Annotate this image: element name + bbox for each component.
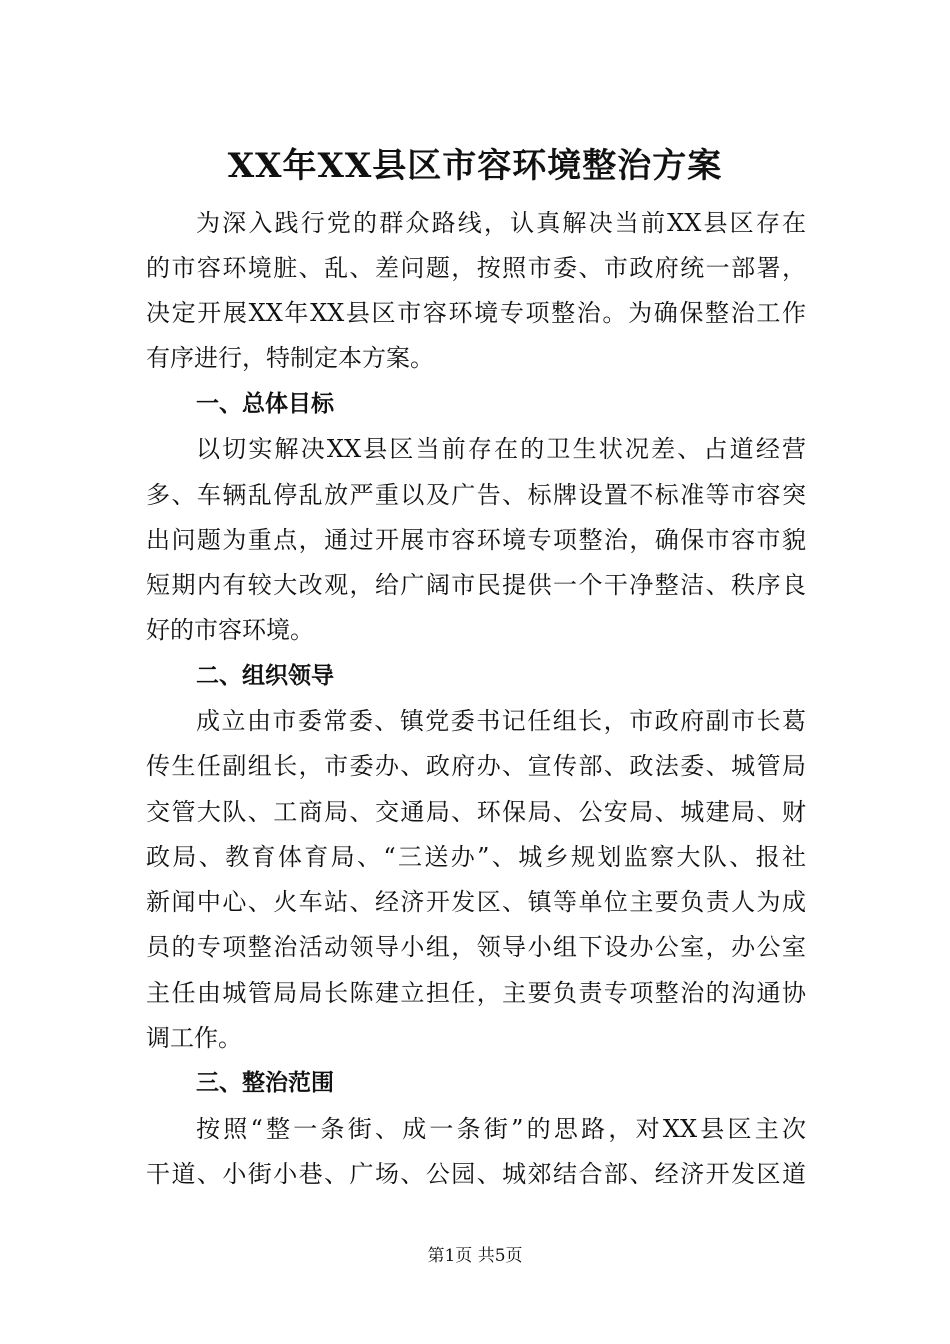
paragraph-line: 出问题为重点，通过开展市容环境专项整治，确保市容市貌	[146, 526, 806, 554]
section-heading-scope: 三、整治范围	[196, 1070, 334, 1096]
page-footer: 第1页 共5页	[427, 1246, 523, 1266]
paragraph-line: 短期内有较大改观，给广阔市民提供一个干净整洁、秩序良	[146, 571, 806, 599]
paragraph-line: 政局、教育体育局、“三送办”、城乡规划监察大队、报社	[146, 843, 806, 871]
intro-line: 为深入践行党的群众路线，认真解决当前XX县区存在	[196, 209, 806, 237]
paragraph-line: 成立由市委常委、镇党委书记任组长，市政府副市长葛	[196, 707, 806, 735]
paragraph-line: 按照“整一条街、成一条街”的思路，对XX县区主次	[196, 1115, 806, 1143]
paragraph-line: 新闻中心、火车站、经济开发区、镇等单位主要负责人为成	[146, 888, 806, 916]
document-title: XX年XX县区市容环境整治方案	[227, 146, 723, 186]
intro-line: 决定开展XX年XX县区市容环境专项整治。为确保整治工作	[146, 299, 806, 327]
intro-line: 有序进行，特制定本方案。	[146, 344, 434, 372]
section-heading-goals: 一、总体目标	[196, 391, 334, 417]
section-heading-leadership: 二、组织领导	[196, 663, 334, 689]
paragraph-line: 传生任副组长，市委办、政府办、宣传部、政法委、城管局	[146, 752, 806, 780]
paragraph-line: 主任由城管局局长陈建立担任，主要负责专项整治的沟通协	[146, 979, 806, 1007]
paragraph-line: 调工作。	[146, 1024, 242, 1052]
paragraph-line: 多、车辆乱停乱放严重以及广告、标牌设置不标准等市容突	[146, 481, 806, 509]
paragraph-line: 干道、小街小巷、广场、公园、城郊结合部、经济开发区道	[146, 1160, 806, 1188]
paragraph-line: 交管大队、工商局、交通局、环保局、公安局、城建局、财	[146, 798, 806, 826]
paragraph-line: 以切实解决XX县区当前存在的卫生状况差、占道经营	[196, 435, 806, 463]
intro-line: 的市容环境脏、乱、差问题，按照市委、市政府统一部署，	[146, 254, 806, 282]
paragraph-line: 好的市容环境。	[146, 616, 314, 644]
paragraph-line: 员的专项整治活动领导小组，领导小组下设办公室，办公室	[146, 933, 806, 961]
